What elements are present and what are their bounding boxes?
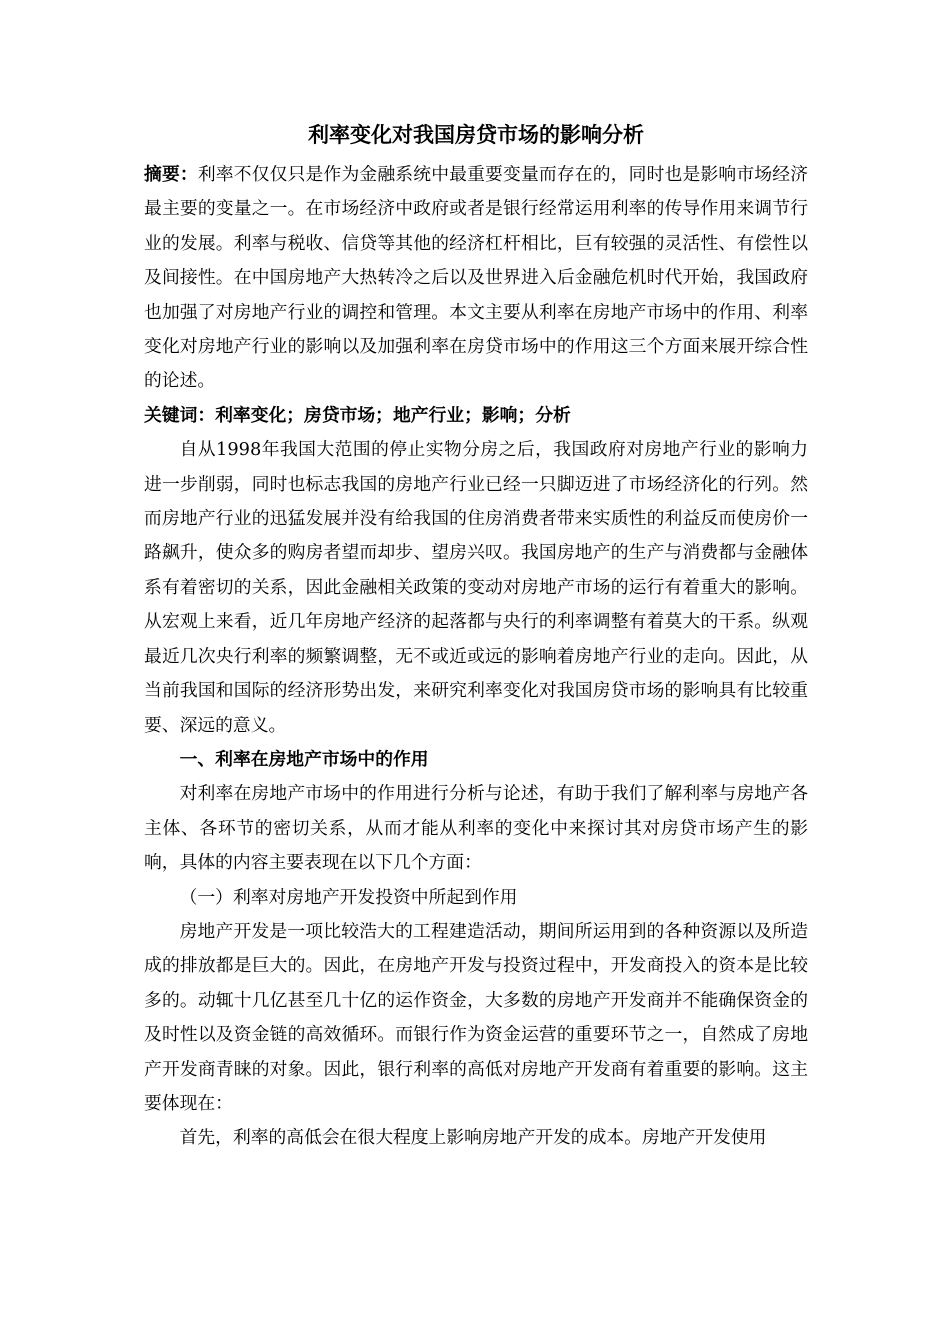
section-1-paragraph: 对利率在房地产市场中的作用进行分析与论述，有助于我们了解利率与房地产各主体、各环节的密切关系，从而才能从利率的变化中来探讨其对房贷市场产生的影响，具体的内容主要表现在以下几个方面： — [144, 783, 808, 874]
abstract-label: 摘要： — [144, 164, 198, 185]
abstract-text: 利率不仅仅只是作为金融系统中最重要变量而存在的，同时也是影响市场经济最主要的变量之一。在市场经济中政府或者是银行经常运用利率的传导作用来调节行业的发展。利率与税收、信贷等其他的经济杠杆相比，巨有较强的灵活性、有偿性以及间接性。在中国房地产大热转冷之后以及世界进入后金融危机时代开始，我国政府也加强了对房地产行业的调控和管理。本文主要从利率在房地产市场中的作用、利率变化对房地产行业的影响以及加强利率在房贷市场中的作用这三个方面来展开综合性的论述。 — [144, 164, 808, 392]
subsection-1-paragraph-2: 首先，利率的高低会在很大程度上影响房地产开发的成本。房地产开发使用 — [179, 1127, 767, 1149]
abstract-paragraph — [144, 158, 808, 399]
section-1-heading: 一、利率在房地产市场中的作用 — [179, 748, 429, 770]
document-title: 利率变化对我国房贷市场的影响分析 — [308, 122, 644, 147]
keywords-label: 关键词： — [144, 404, 216, 426]
keywords-text: 利率变化；房贷市场；地产行业；影响；分析 — [215, 404, 571, 426]
document-body — [144, 118, 808, 1156]
keywords-paragraph — [144, 399, 808, 433]
intro-paragraph: 自从1998年我国大范围的停止实物分房之后，我国政府对房地产行业的影响力进一步削弱，同时也标志我国的房地产行业已经一只脚迈进了市场经济化的行列。然而房地产行业的迅猛发展并没有给我国的住房消费者带来实质性的利益反而使房价一路飙升，使众多的购房者望而却步、望房兴叹。我国房地产的生产与消费都与金融体系有着密切的关系，因此金融相关政策的变动对房地产市场的运行有着重大的影响。从宏观上来看，近几年房地产经济的起落都与央行的利率调整有着莫大的干系。纵观最近几次央行利率的频繁调整，无不或近或远的影响着房地产行业的走向。因此，从当前我国和国际的经济形势出发，来研究利率变化对我国房贷市场的影响具有比较重要、深远的意义。 — [144, 439, 808, 736]
subsection-1-paragraph-1: 房地产开发是一项比较浩大的工程建造活动，期间所运用到的各种资源以及所造成的排放都是巨大的。因此，在房地产开发与投资过程中，开发商投入的资本是比较多的。动辄十几亿甚至几十亿的运作资金，大多数的房地产开发商并不能确保资金的及时性以及资金链的高效循环。而银行作为资金运营的重要环节之一，自然成了房地产开发商青睐的对象。因此，银行利率的高低对房地产开发商有着重要的影响。这主要体现在： — [144, 920, 808, 1114]
subsection-1-heading: （一）利率对房地产开发投资中所起到作用 — [179, 886, 518, 908]
